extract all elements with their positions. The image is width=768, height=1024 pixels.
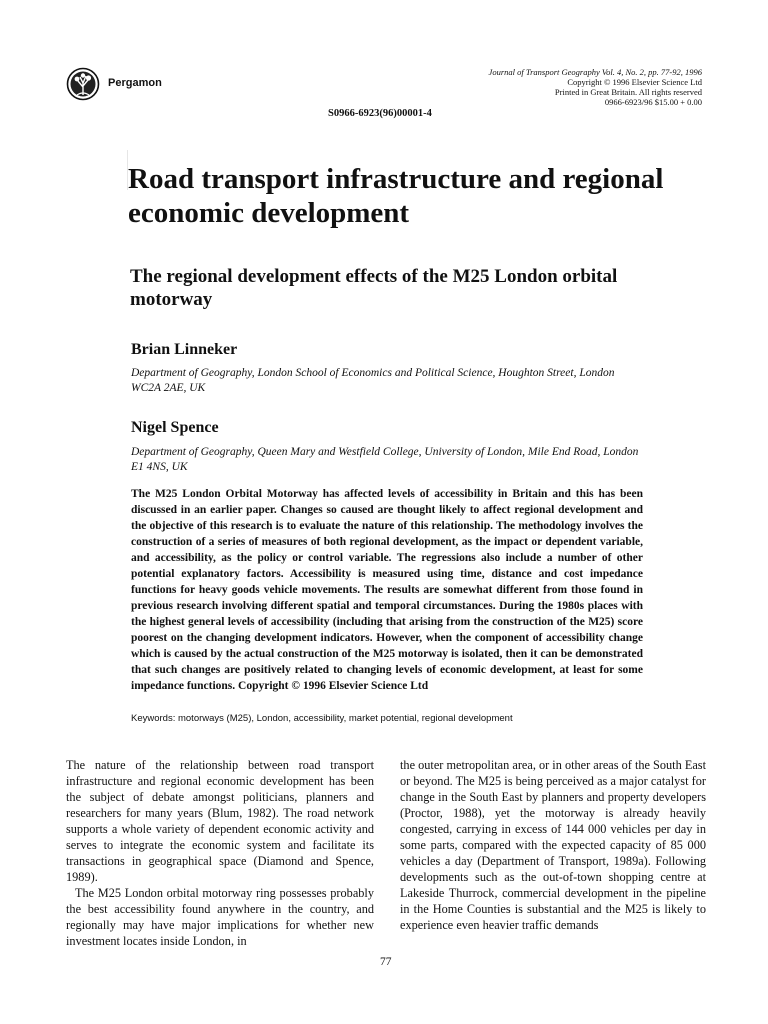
journal-line: Journal of Transport Geography Vol. 4, No. 2, pp. 77-92, 1996 [488,67,702,77]
pergamon-logo-icon [66,67,100,101]
issn-line: 0966-6923/96 $15.00 + 0.00 [604,97,702,107]
body-paragraph: the outer metropolitan area, or in other areas of the South East or beyond. The M25 is being perceived as a major catalyst for change in the South East by planners and property developers (Proctor, 1988), yet the motorway is already heavily congested, carrying in excess of 144 000 vehicles per day in some parts, compared with the expected capacity of 85 000 vehicles a day (Department of Transport, 1989a). Following developments such as the out-of-town shopping centre at Lakeside Thurrock, commercial development in the pipeline in the Home Counties is substantial and the M25 is likely to experience even heavier traffic demands [400,758,706,932]
author-name: Nigel Spence [131,419,219,436]
journal-citation [489,67,702,107]
author-affiliation: Department of Geography, Queen Mary and Westfield College, University of London, Mile End Road, London E1 4NS, UK [131,446,639,473]
body-column-right [400,757,706,933]
article-title: Road transport infrastructure and regional economic development [128,163,664,229]
page-number: 77 [380,956,392,968]
printed-line: Printed in Great Britain. All rights reserved [554,87,702,97]
keywords: Keywords: motorways (M25), London, accessibility, market potential, regional development [131,713,513,724]
body-paragraph: The M25 London orbital motorway ring possesses probably the best accessibility found anywhere in the country, and regionally may have major implications for whether new investment locates inside London, in [66,886,374,948]
article-subtitle: The regional development effects of the M25 London orbital motorway [130,266,618,310]
author-name: Brian Linneker [131,341,238,358]
body-column-left [66,757,374,949]
author-affiliation: Department of Geography, London School of Economics and Political Science, Houghton Street, London WC2A 2AE, UK [131,367,615,394]
abstract: The M25 London Orbital Motorway has affected levels of accessibility in Britain and this has been discussed in an earlier paper. Changes so caused are thought likely to affect regional development and the objective of this research is to evaluate the nature of this relationship. The methodology involves the construction of a series of measures of both regional development, as the impact or dependent variable, and accessibility, as the policy or control variable. The regressions also include a number of other potential explanatory factors. Accessibility is measured using time, distance and cost impedance functions for heavy goods vehicle movements. The results are somewhat different from those found in previous research involving different spatial and temporal circumstances. During the 1980s places with the highest general levels of accessibility (including that arising from the construction of the M25) score poorest on the changing development indicators. However, when the component of accessibility change which is caused by the actual construction of the M25 motorway is isolated, then it can be demonstrated that such changes are positively related to changing levels of economic development, at least for some impedance functions. Copyright © 1996 Elsevier Science Ltd [131,488,643,692]
copyright-line: Copyright © 1996 Elsevier Science Ltd [567,77,702,87]
body-paragraph: The nature of the relationship between road transport infrastructure and regional economic development has been the subject of debate amongst politicians, planners and researchers for many years (Blum, 1982). The road network supports a whole variety of dependent economic activity and serves to integrate the economic system and facilitate its transactions in geographical space (Diamond and Spence, 1989). [66,758,374,884]
publisher-name: Pergamon [108,77,162,89]
article-identifier: S0966-6923(96)00001-4 [328,108,432,119]
